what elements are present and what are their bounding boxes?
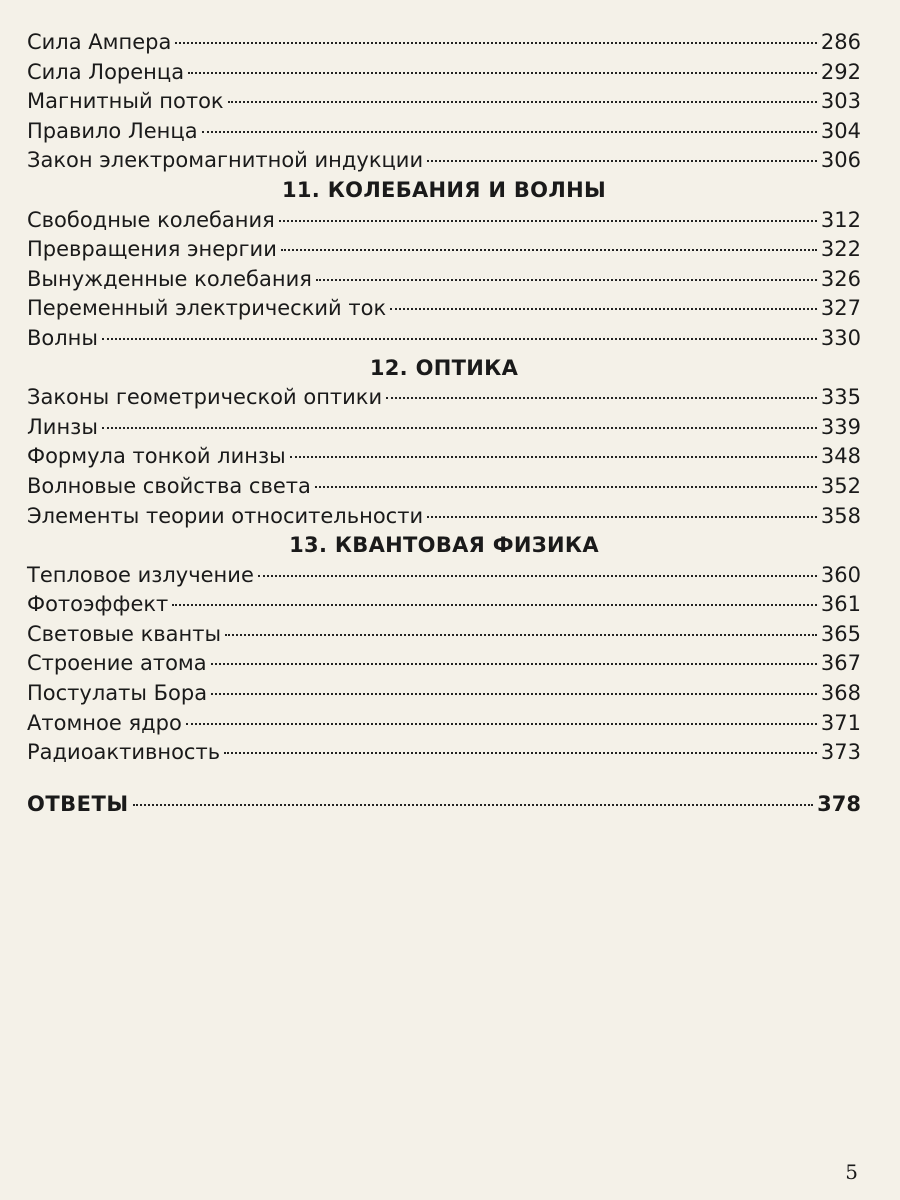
- toc-entry-title: Вынужденные колебания: [27, 266, 312, 291]
- dot-leader: [279, 220, 817, 222]
- toc-entry-title: Законы геометрической оптики: [27, 385, 383, 410]
- toc-entry-page: 327: [820, 296, 861, 321]
- toc-entry-page: 348: [820, 444, 861, 469]
- dot-leader: [133, 804, 814, 806]
- dot-leader: [386, 397, 817, 399]
- toc-entry-title: Радиоактивность: [27, 740, 221, 765]
- dot-leader: [186, 723, 817, 725]
- toc-entry-zakon-em-induktsii: [27, 146, 861, 176]
- toc-entry-title: Постулаты Бора: [27, 681, 208, 706]
- toc-entry-page: 306: [820, 148, 861, 173]
- toc-entry-title: Сила Лоренца: [27, 59, 185, 84]
- toc-entry-page: 367: [820, 651, 861, 676]
- toc-entry: [27, 679, 861, 709]
- dot-leader: [211, 693, 817, 695]
- toc-entry-magnitnyi-potok: [27, 87, 861, 117]
- toc-entry-title: Атомное ядро: [27, 710, 182, 735]
- dot-leader: [281, 249, 817, 251]
- toc-entry: [27, 738, 861, 768]
- dot-leader: [188, 72, 817, 74]
- toc-entry-title: Закон электромагнитной индукции: [27, 148, 424, 173]
- toc-entry-title: Свободные колебания: [27, 207, 275, 232]
- dot-leader: [224, 752, 817, 754]
- toc-entry-title: Превращения энергии: [27, 237, 277, 262]
- toc-entry-page: 378: [817, 791, 861, 816]
- toc-entry: [27, 649, 861, 679]
- toc-entry-page: 292: [820, 59, 861, 84]
- toc-entry-page: 365: [820, 621, 861, 646]
- toc-entry: [27, 324, 861, 354]
- dot-leader: [258, 575, 817, 577]
- toc-entry-page: 368: [820, 681, 861, 706]
- toc-entry-title: Магнитный поток: [27, 89, 224, 114]
- toc-entry-title: Формула тонкой линзы: [27, 444, 286, 469]
- toc-entry: [27, 265, 861, 295]
- toc-entry-page: 361: [820, 592, 861, 617]
- toc-entry-page: 352: [820, 473, 861, 498]
- toc-entry-page: 326: [820, 266, 861, 291]
- section-heading-oscillations: 11. КОЛЕБАНИЯ И ВОЛНЫ: [281, 177, 607, 202]
- toc-entry: [27, 620, 861, 650]
- toc-entry-page: 330: [820, 325, 861, 350]
- dot-leader: [102, 338, 817, 340]
- toc-entry-page: 360: [820, 562, 861, 587]
- section-heading-optics: 12. ОПТИКА: [369, 355, 519, 380]
- toc-entry-title: Элементы теории относительности: [27, 503, 424, 528]
- dot-leader: [228, 101, 817, 103]
- dot-leader: [315, 486, 817, 488]
- dot-leader: [202, 131, 817, 133]
- toc-entry-page: 335: [820, 385, 861, 410]
- toc-entry-page: 322: [820, 237, 861, 262]
- dot-leader: [175, 42, 817, 44]
- toc-entry-title: Тепловое излучение: [27, 562, 254, 587]
- toc-entry: [27, 561, 861, 591]
- toc-entry-title: ОТВЕТЫ: [27, 791, 129, 816]
- toc-entry: [27, 590, 861, 620]
- dot-leader: [427, 160, 817, 162]
- spacer: [27, 768, 861, 790]
- toc-entry-title: Волны: [27, 325, 98, 350]
- toc-entry-page: 358: [820, 503, 861, 528]
- toc-entry-title: Волновые свойства света: [27, 473, 311, 498]
- toc-entry: [27, 235, 861, 265]
- toc-entry-page: 371: [820, 710, 861, 735]
- toc-entry-page: 373: [820, 740, 861, 765]
- toc-entry-page: 339: [820, 414, 861, 439]
- toc-entry: [27, 709, 861, 739]
- toc-entry-page: 312: [820, 207, 861, 232]
- dot-leader: [102, 427, 817, 429]
- dot-leader: [427, 516, 817, 518]
- toc-entry: [27, 383, 861, 413]
- toc-entry-title: Сила Ампера: [27, 30, 172, 54]
- toc-entry-sila-ampera: [27, 28, 861, 58]
- toc-entry-sila-lorentsa: [27, 58, 861, 88]
- toc-entry: [27, 502, 861, 532]
- dot-leader: [225, 634, 817, 636]
- toc-entry: [27, 472, 861, 502]
- page-number: 5: [845, 1160, 858, 1184]
- toc-entry: [27, 206, 861, 236]
- dot-leader: [290, 456, 817, 458]
- toc-entry-page: 286: [820, 30, 861, 54]
- toc-entry: [27, 294, 861, 324]
- toc-entry-answers: [27, 790, 861, 820]
- toc-entry-page: 304: [820, 118, 861, 143]
- toc-entry-title: Световые кванты: [27, 621, 222, 646]
- toc-entry-pravilo-lentsa: [27, 117, 861, 147]
- toc-entry-page: 303: [820, 89, 861, 114]
- dot-leader: [211, 663, 817, 665]
- dot-leader: [390, 308, 817, 310]
- dot-leader: [172, 604, 817, 606]
- toc-entry-title: Фотоэффект: [27, 592, 169, 617]
- section-heading-quantum: 13. КВАНТОВАЯ ФИЗИКА: [289, 533, 599, 558]
- toc-entry: [27, 442, 861, 472]
- toc-entry-title: Правило Ленца: [27, 118, 198, 143]
- toc-entry-title: Строение атома: [27, 651, 207, 676]
- toc-entry: [27, 413, 861, 443]
- toc-entry-title: Линзы: [27, 414, 98, 439]
- table-of-contents: [27, 28, 861, 819]
- dot-leader: [316, 279, 817, 281]
- toc-entry-title: Переменный электрический ток: [27, 296, 387, 321]
